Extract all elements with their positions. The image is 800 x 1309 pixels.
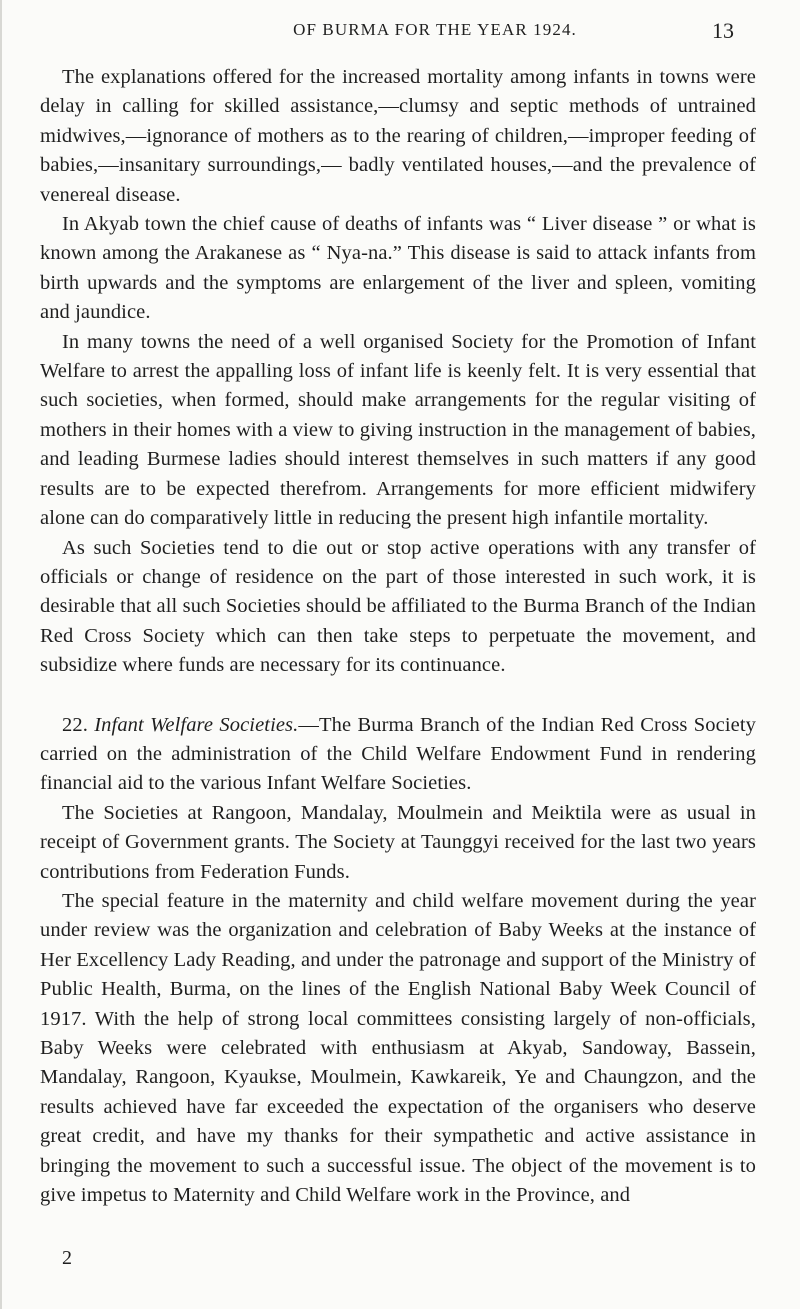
paragraph-government-grants: The Societies at Rangoon, Mandalay, Moulmein and Meiktila were as usual in receipt of Government grants. The Society at Taunggyi received for the last two years contributions from Federation Funds. bbox=[40, 801, 756, 883]
paragraph-welfare-society-need: In many towns the need of a well organised Society for the Promotion of Infant Welfare to arrest the appalling loss of infant life is keenly felt. It is very essential that such societies, when formed, should make arrangements for the regular visiting of mothers in their homes with a view to giving instruction in the management of babies, and leading Burmese ladies should interest themselves in such matters if any good results are to be expected therefrom. Arrangements for more efficient midwifery alone can do comparatively little in reducing the present high infantile mortality. bbox=[40, 330, 756, 530]
running-head: OF BURMA FOR THE YEAR 1924. bbox=[293, 20, 577, 39]
paragraph-affiliation: As such Societies tend to die out or stop active operations with any transfer of officials or change of residence on the part of those interested in such work, it is desirable that all such Societies should be affiliated to the Burma Branch of the Indian Red Cross Society which can then take steps to perpetuate the movement, and subsidize where funds are necessary for its continuance. bbox=[40, 536, 756, 677]
binding-edge bbox=[0, 0, 2, 1309]
section-lead-text: —The Burma Branch of the Indian Red Cross Society carried on the administration of the Child Welfare Endowment Fund in rendering financial aid to the various Infant Welfare Societies. bbox=[40, 713, 756, 795]
paragraph-mortality-causes: The explanations offered for the increased mortality among infants in towns were delay in calling for skilled assistance,—clumsy and septic methods of untrained midwives,—ignorance of mothers as to the rearing of children,—improper feeding of babies,—insanitary surroundings,— badly ventilated houses,—and the prevalence of venereal disease. bbox=[40, 66, 756, 206]
section-22-paragraph bbox=[40, 711, 756, 799]
page-number: 13 bbox=[712, 18, 734, 43]
section-heading: Infant Welfare Societies. bbox=[94, 713, 299, 736]
section-number: 22. bbox=[62, 713, 88, 736]
paragraph-baby-weeks: The special feature in the maternity and child welfare movement during the year under review was the organization and celebration of Baby Weeks at the instance of Her Excellency Lady Reading, and under the patronage and support of the Ministry of Public Health, Burma, on the lines of the English National Baby Week Council of 1917. With the help of strong local committees consisting largely of non-officials, Baby Weeks were celebrated with enthusiasm at Akyab, Sandoway, Bassein, Mandalay, Rangoon, Kyaukse, Moulmein, Kawkareik, Ye and Chaungzon, and the results achieved have far exceeded the expectation of the organisers who deserve great credit, and have my thanks for their sympathetic and active assistance in bringing the movement to such a successful issue. The object of the movement is to give impetus to Maternity and Child Welfare work in the Province, and bbox=[40, 889, 756, 1207]
paragraph-akyab-liver-disease: In Akyab town the chief cause of deaths of infants was “ Liver disease ” or what is known among the Arakanese as “ Nya-na.” This disease is said to attack infants from birth upwards and the symptoms are enlargement of the liver and spleen, vomiting and jaundice. bbox=[40, 213, 756, 324]
body-text bbox=[40, 63, 756, 1210]
signature-mark: 2 bbox=[62, 1247, 72, 1269]
